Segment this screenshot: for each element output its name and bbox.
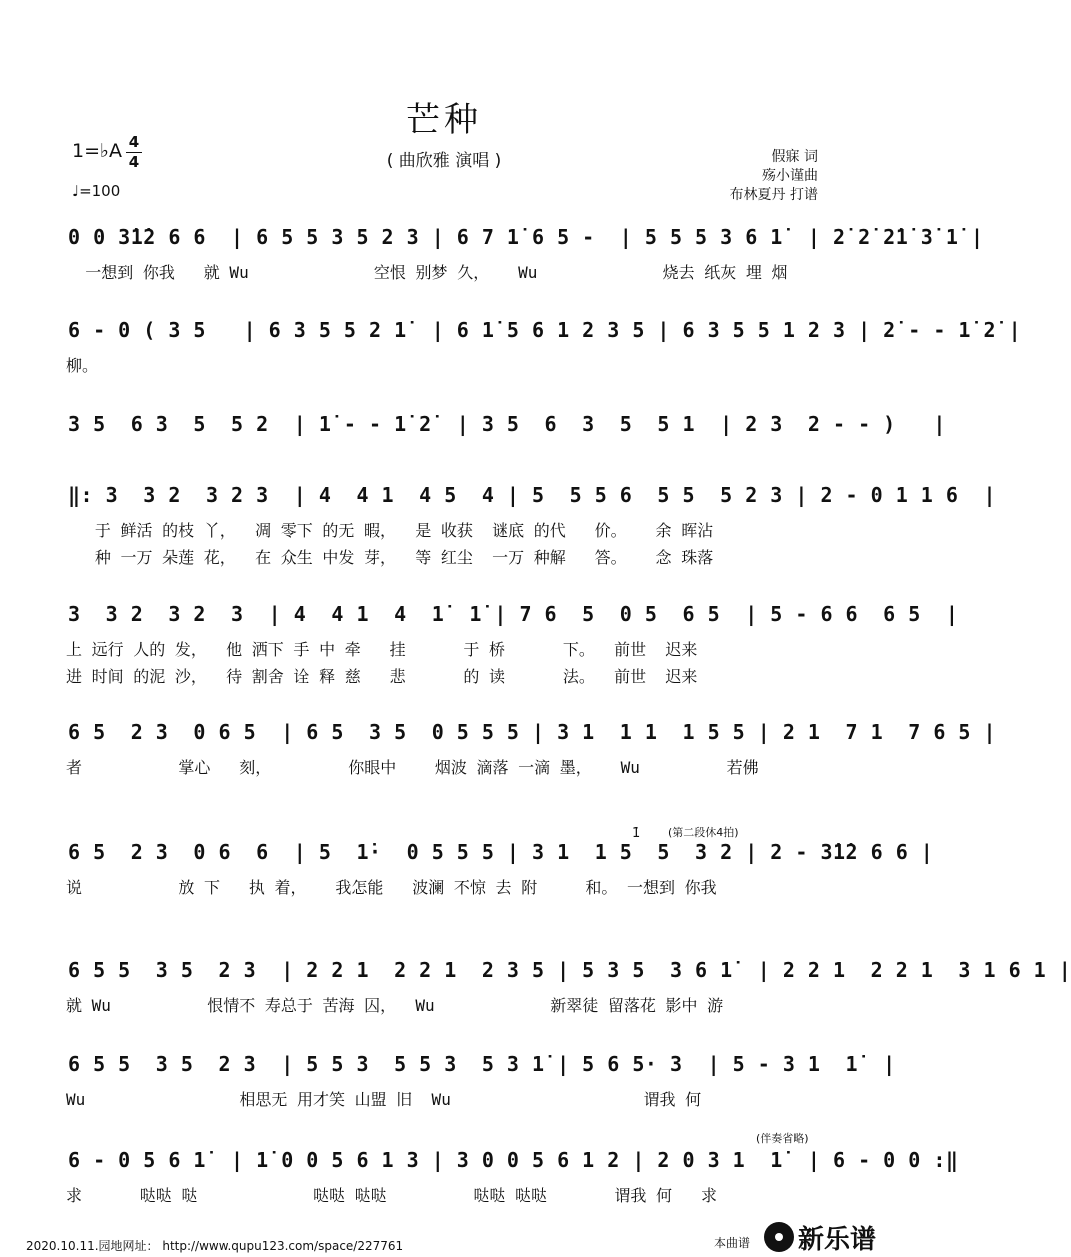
- notes-line-6: 6 5 2 3 0 6 5 | 6 5 3 5 0 5 5 5 | 3 1 1 1 1 5 5 | 2 1 7 1 7 6 5 |: [68, 720, 997, 744]
- notes-line-7: 6 5 2 3 0 6 6 | 5 1̇· 0 5 5 5 | 3 1 1 5 5 3 2 | 2 - 3̇1̇2 6 6 |: [68, 840, 934, 864]
- footer-score-label: 本曲谱: [714, 1236, 751, 1250]
- lyrics-line-9: Wu 相思无 用才笑 山盟 旧 Wu 谓我 何: [66, 1090, 702, 1109]
- notes-line-3: 3 5 6 3 5 5 2 | 1̇ - - 1̇ 2̇ | 3 5 6 3 5 5 1 | 2 3 2 - - ) |: [68, 412, 946, 436]
- key-signature: 1=♭A: [72, 140, 122, 162]
- lyrics-line-6: 者 掌心 刻， 你眼中 烟波 滴落 一滴 墨， Wu 若佛: [66, 758, 759, 777]
- footer-url: 2020.10.11.园地网址： http://www.qupu123.com/space/227761: [26, 1239, 404, 1253]
- site-logo-icon: [764, 1222, 794, 1252]
- time-signature-bottom: 4: [128, 153, 140, 171]
- lyrics-line-10: 求 哒哒 哒 哒哒 哒哒 哒哒 哒哒 谓我 何 求: [66, 1186, 717, 1205]
- lyrics-line-4a: 于 鲜活 的枝 丫， 凋 零下 的无 暇， 是 收获 谜底 的代 价。 余 晖沾: [66, 521, 714, 540]
- transcriber: 布林夏丹 打谱: [729, 187, 818, 203]
- notes-line-8: 6 5 5 3 5 2 3 | 2 2 1 2 2 1 2 3 5 | 5 3 5 3 6 1̇ | 2 2 1 2 2 1 3 1 6 1 |: [68, 958, 1071, 982]
- notes-line-4: ‖: 3 3 2 3 2 3 | 4 4 1 4 5 4 | 5 5 5 6 5 5 5 2 3 | 2 - 0 1 1 6 |: [68, 483, 997, 507]
- time-signature-top: 4: [128, 133, 140, 151]
- notes-line-2: 6 - 0 ( 3 5 | 6 3 5 5 2 1̇ | 6 1̇ 5 6 1 2 3 5 | 6 3 5 5 1 2 3 | 2̇ - - 1̇ 2̇ |: [68, 318, 1022, 342]
- singer-label: ( 曲欣雅 演唱 ): [386, 151, 502, 171]
- lyrics-line-5a: 上 远行 人的 发， 他 洒下 手 中 牵 挂 于 桥 下。 前世 迟来: [66, 640, 698, 659]
- volta-marker: 1̇: [632, 826, 641, 841]
- notes-line-10: 6 - 0 5 6 1̇ | 1̇ 0 0 5 6 1 3 | 3 0 0 5 6 1 2 | 2 0 3 1 1̇ | 6 - 0 0 :‖: [68, 1148, 959, 1172]
- song-title: 芒种: [406, 100, 482, 140]
- lyrics-line-8: 就 Wu 恨情不 寿总于 苦海 囚， Wu 新翠徒 留落花 影中 游: [66, 996, 724, 1015]
- accompaniment-omitted-note: (伴奏省略): [756, 1132, 809, 1145]
- second-verse-rest-note: (第二段休4拍): [668, 826, 739, 839]
- notes-line-5: 3 3 2 3 2 3 | 4 4 1 4 1̇ 1̇ | 7 6 5 0 5 6 5 | 5 - 6 6 6 5 |: [68, 602, 959, 626]
- lyrics-line-4b: 种 一万 朵莲 花， 在 众生 中发 芽， 等 红尘 一万 种解 答。 念 珠落: [66, 548, 714, 567]
- lyrics-line-2: 柳。: [66, 356, 99, 375]
- notes-line-1: 0 0 3̇1̇2 6 6 | 6 5 5 3 5 2 3 | 6 7 1̇ 6 5 - | 5 5 5 3 6 1̇ | 2̇ 2̇ 2̇1̇ 3̇ 1̇ |: [68, 225, 984, 249]
- credits: [730, 148, 818, 205]
- site-logo-text: 新乐谱: [798, 1225, 877, 1255]
- lyricist: 假寐 词: [771, 149, 818, 165]
- lyrics-line-7: 说 放 下 执 着， 我怎能 波澜 不惊 去 附 和。 一想到 你我: [66, 878, 717, 897]
- lyrics-line-5b: 进 时间 的泥 沙， 待 割舍 诠 释 慈 悲 的 读 法。 前世 迟来: [66, 667, 698, 686]
- tempo-marking: ♩=100: [72, 182, 121, 200]
- lyrics-line-1: 一想到 你我 就 Wu 空恨 别梦 久， Wu 烧去 纸灰 埋 烟: [66, 263, 788, 282]
- notes-line-9: 6 5 5 3 5 2 3 | 5 5 3 5 5 3 5 3 1̇ | 5 6 5· 3 | 5 - 3 1 1̇ |: [68, 1052, 896, 1076]
- time-signature: [126, 134, 142, 171]
- composer: 殇小谨曲: [762, 168, 818, 184]
